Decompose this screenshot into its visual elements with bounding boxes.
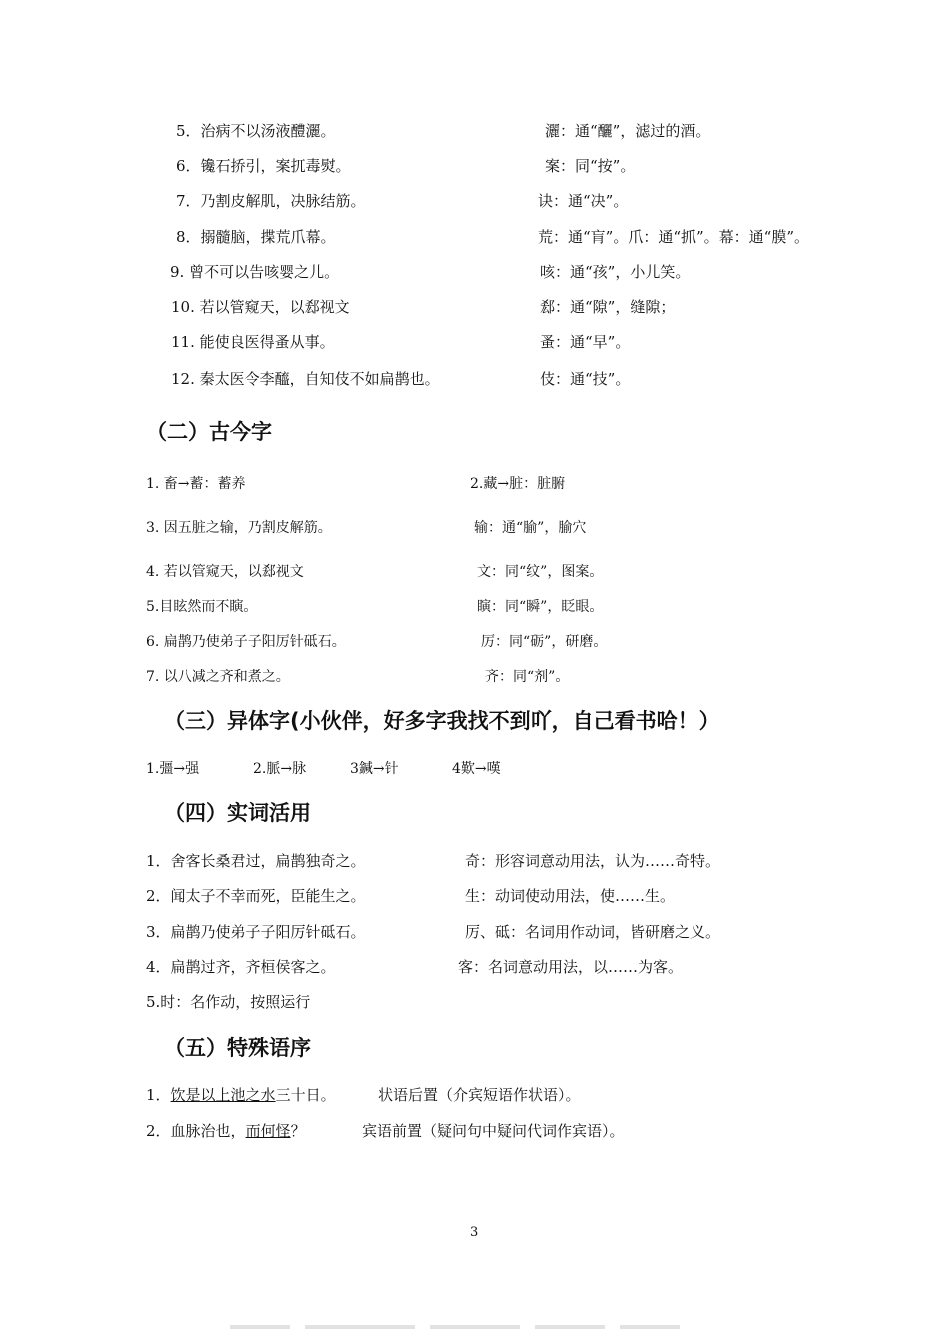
gujinzi-item-6-note: 厉：同“砺”，研磨。 bbox=[481, 634, 608, 650]
section-heading-teshu-yuxu: （五）特殊语序 bbox=[164, 1036, 311, 1060]
gujinzi-item-2: 2.藏→脏：脏腑 bbox=[470, 476, 566, 492]
gujinzi-item-4-sentence: 4. 若以管窥天，以郄视文 bbox=[146, 564, 304, 580]
footer-watermark bbox=[230, 1322, 730, 1332]
yuxu-item-2 bbox=[146, 1121, 306, 1141]
gujinzi-item-3-note: 输：通“腧”，腧穴 bbox=[474, 520, 587, 536]
tongjia-item-8-note: 荒：通“肓”。爪：通“抓”。幕：通“膜”。 bbox=[538, 228, 810, 246]
yuxu-item-1-number: 1． bbox=[146, 1086, 171, 1104]
section-heading-shici-huoyong: （四）实词活用 bbox=[164, 801, 311, 825]
yuxu-item-2-rest: ？ bbox=[290, 1122, 306, 1140]
tongjia-item-5-sentence: 5．治病不以汤液醴灑。 bbox=[176, 122, 336, 140]
huoyong-item-5: 5.时：名作动，按照运行 bbox=[146, 993, 311, 1011]
tongjia-item-6-sentence: 6．镵石挢引，案扤毒熨。 bbox=[176, 157, 351, 175]
tongjia-item-7-note: 诀：通“决”。 bbox=[538, 192, 629, 210]
gujinzi-item-1: 1. 畜→蓄：蓄养 bbox=[146, 476, 246, 492]
tongjia-item-8-sentence: 8．搦髓脑，揲荒爪幕。 bbox=[176, 228, 336, 246]
yuxu-item-1 bbox=[146, 1085, 336, 1105]
gujinzi-item-6-sentence: 6. 扁鹊乃使弟子子阳厉针砥石。 bbox=[146, 634, 346, 650]
tongjia-item-7-sentence: 7．乃割皮解肌，决脉结筋。 bbox=[176, 192, 366, 210]
tongjia-item-11-note: 蚤：通“早”。 bbox=[540, 333, 631, 351]
gujinzi-item-7-sentence: 7. 以八减之齐和煮之。 bbox=[146, 669, 290, 685]
yuxu-item-2-pre: 血脉治也， bbox=[170, 1122, 246, 1140]
tongjia-item-6-note: 案：同“按”。 bbox=[545, 157, 636, 175]
tongjia-item-10-note: 郄：通“隙”，缝隙； bbox=[540, 298, 676, 316]
gujinzi-item-5-sentence: 5.目眩然而不瞚。 bbox=[146, 599, 258, 615]
section-heading-gujinzi: （二）古今字 bbox=[146, 420, 272, 444]
page-number: 3 bbox=[470, 1225, 479, 1240]
huoyong-item-4-note: 客：名词意动用法，以……为客。 bbox=[458, 958, 684, 976]
tongjia-item-12-sentence: 12. 秦太医令李醯，自知伎不如扁鹊也。 bbox=[171, 370, 440, 388]
yuxu-item-1-underlined: 饮是以上池之水 bbox=[170, 1086, 276, 1104]
huoyong-item-3-sentence: 3．扁鹊乃使弟子子阳厉针砥石。 bbox=[146, 923, 366, 941]
tongjia-item-11-sentence: 11. 能使良医得蚤从事。 bbox=[171, 333, 335, 351]
section-heading-yitizi: （三）异体字(小伙伴，好多字我找不到吖，自己看书哈！） bbox=[164, 709, 720, 733]
yitizi-item-4: 4歎→嘆 bbox=[452, 761, 501, 777]
tongjia-item-12-note: 伎：通“技”。 bbox=[540, 370, 631, 388]
yuxu-item-2-note: 宾语前置（疑问句中疑问代词作宾语）。 bbox=[362, 1122, 625, 1140]
gujinzi-item-5-note: 瞚：同“瞬”，眨眼。 bbox=[477, 599, 604, 615]
tongjia-item-9-note: 咳：通“孩”，小儿笑。 bbox=[540, 263, 691, 281]
huoyong-item-2-sentence: 2．闻太子不幸而死，臣能生之。 bbox=[146, 887, 366, 905]
yuxu-item-2-number: 2． bbox=[146, 1122, 171, 1140]
yitizi-item-1: 1.彊→强 bbox=[146, 761, 200, 777]
huoyong-item-4-sentence: 4．扁鹊过齐，齐桓侯客之。 bbox=[146, 958, 336, 976]
gujinzi-item-7-note: 齐：同“剂”。 bbox=[485, 669, 570, 685]
yuxu-item-1-note: 状语后置（介宾短语作状语）。 bbox=[378, 1086, 581, 1104]
gujinzi-item-4-note: 文：同“纹”，图案。 bbox=[477, 564, 604, 580]
tongjia-item-10-sentence: 10. 若以管窥天，以郄视文 bbox=[171, 298, 350, 316]
tongjia-item-5-note: 灑：通“釃”，滤过的酒。 bbox=[545, 122, 711, 140]
tongjia-item-9-sentence: 9. 曾不可以告咳婴之儿。 bbox=[170, 263, 340, 281]
footer-watermark-graphic bbox=[230, 1322, 730, 1332]
yuxu-item-2-underlined: 而何怪 bbox=[245, 1122, 291, 1140]
yuxu-item-1-rest: 三十日。 bbox=[275, 1086, 336, 1104]
huoyong-item-3-note: 厉、砥：名词用作动词，皆研磨之义。 bbox=[465, 923, 721, 941]
yitizi-item-2: 2.脈→脉 bbox=[253, 761, 307, 777]
yitizi-item-3: 3鍼→针 bbox=[350, 761, 399, 777]
huoyong-item-1-sentence: 1．舍客长桑君过，扁鹊独奇之。 bbox=[146, 852, 366, 870]
huoyong-item-1-note: 奇：形容词意动用法，认为……奇特。 bbox=[465, 852, 721, 870]
huoyong-item-2-note: 生：动词使动用法，使……生。 bbox=[465, 887, 676, 905]
gujinzi-item-3-sentence: 3. 因五脏之输，乃割皮解筋。 bbox=[146, 520, 332, 536]
